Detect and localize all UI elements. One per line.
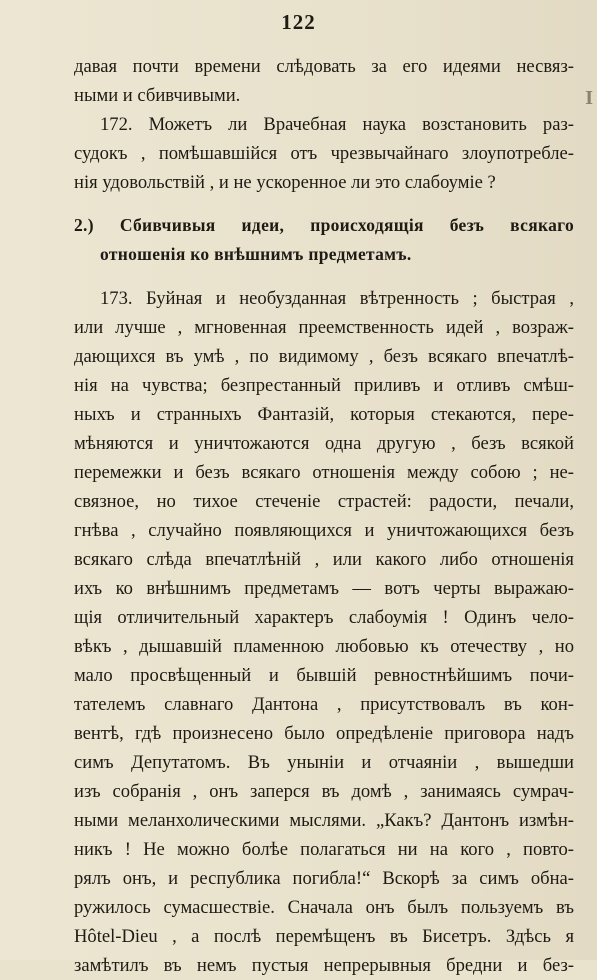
text-line: изъ собранія , онъ заперся въ домѣ , занимаясь сумрач- [74, 781, 574, 802]
text-line: всякаго слѣда впечатлѣній , или какого либо отношенія [74, 549, 574, 570]
text-line: ружилось сумасшествіе. Сначала онъ былъ пользуемъ въ [74, 897, 574, 918]
text-line: перемежки и безъ всякаго отношенія между собою ; не- [74, 462, 574, 483]
text-line: замѣтилъ въ немъ пустыя непрерывныя бредни и без- [74, 955, 574, 976]
text-line: вѣкъ , дышавшій пламенною любовью къ отечеству , но [74, 636, 574, 657]
paragraph-continued [74, 52, 574, 110]
text-line: дающихся въ умѣ , по видимому , безъ всякаго впечатлѣ- [74, 346, 574, 367]
text-line: ными и сбивчивыми. [74, 85, 241, 106]
text-line: ныхъ и странныхъ Фантазій, которыя стекаются, пере- [74, 404, 574, 425]
text-line: судокъ , помѣшавшійся отъ чрезвычайнаго злоупотребле- [74, 143, 574, 164]
text-line: 172. Можетъ ли Врачебная наука возстановить раз- [100, 114, 574, 135]
text-line: рялъ онъ, и республика погибла!“ Вскорѣ за симъ обна- [74, 868, 574, 889]
text-line: Hôtel-Dieu , а послѣ перемѣщенъ въ Бисетръ. Здѣсь я [74, 926, 574, 947]
text-line: ихъ ко внѣшнимъ предметамъ — вотъ черты выражаю- [74, 578, 574, 599]
text-line: 173. Буйная и необузданная вѣтренность ; быстрая , [100, 288, 574, 309]
page-number: 122 [281, 10, 316, 34]
text-line: гнѣва , случайно появляющихся и уничтожающихся безъ [74, 520, 574, 541]
text-line: мало просвѣщенный и бывшій ревностнѣйшимъ почи- [74, 665, 574, 686]
text-line: тателемъ славнаго Дантона , присутствовалъ въ кон- [74, 694, 574, 715]
margin-mark: I [585, 87, 593, 109]
section-heading [74, 211, 574, 269]
text-line: нія удовольствій , и не ускоренное ли это слабоуміе ? [74, 172, 496, 193]
text-line: или лучше , мгновенная преемственность идей , возраж- [74, 317, 574, 338]
paragraph-173 [74, 284, 574, 980]
text-line: ными меланхолическими мыслями. „Какъ? Дантонъ измѣн- [74, 810, 574, 831]
paragraph-172 [74, 110, 574, 197]
heading-line: отношенія ко внѣшнимъ предметамъ. [100, 244, 412, 264]
text-line: связное, но тихое стеченіе страстей: радости, печали, [74, 491, 574, 512]
heading-line: 2.) Сбивчивыя идеи, происходящія безъ всякаго [74, 215, 574, 235]
text-line: никъ ! Не можно болѣе полагаться ни на кого , повто- [74, 839, 574, 860]
text-line: симъ Депутатомъ. Въ уныніи и отчаяніи , вышедши [74, 752, 574, 773]
text-line: давая почти времени слѣдовать за его идеями несвяз- [74, 56, 574, 77]
text-line: нія на чувства; безпрестанный приливъ и отливъ смѣш- [74, 375, 574, 396]
text-line: вентѣ, гдѣ произнесено было опредѣленіе приговора надъ [74, 723, 574, 744]
text-line: щія отличительный характеръ слабоумія ! Одинъ чело- [74, 607, 574, 628]
text-line: мѣняются и уничтожаются одна другую , безъ всякой [74, 433, 574, 454]
